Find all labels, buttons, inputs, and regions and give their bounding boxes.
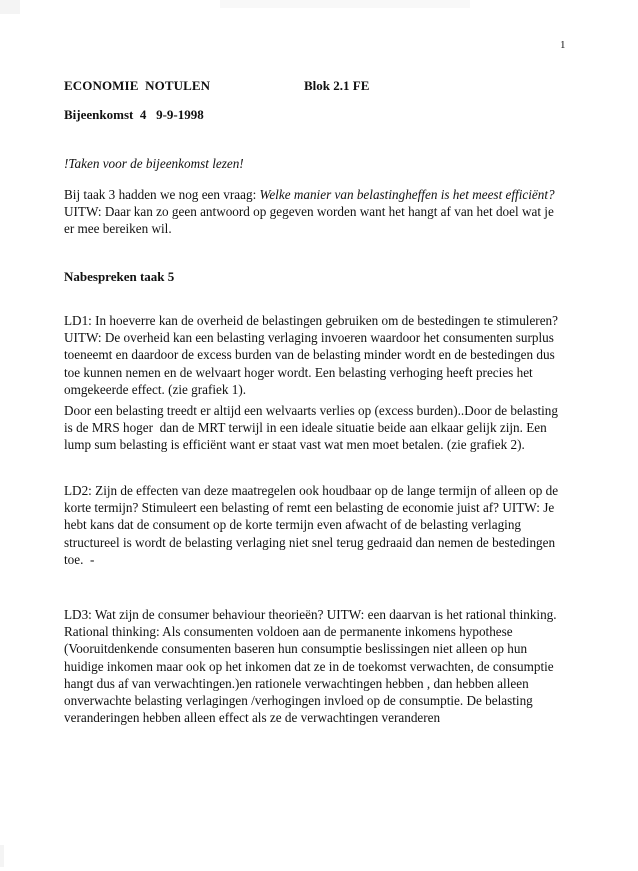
intro-question: Welke manier van belastingheffen is het meest efficiënt? [259, 187, 555, 202]
intro-line-2: UITW: Daar kan zo geen antwoord op gegeven worden want het hangt af van het doel wat je [64, 204, 554, 220]
ld1-paragraph [64, 312, 604, 398]
scan-artifact [0, 0, 20, 14]
intro-paragraph [64, 186, 604, 238]
scan-artifact [0, 845, 4, 867]
ld2-line: toe. - [64, 551, 95, 567]
intro-lead: Bij taak 3 hadden we nog een vraag: [64, 187, 260, 202]
ld3-line: Rational thinking: Als consumenten voldoen aan de permanente inkomens hypothese [64, 624, 513, 640]
page-number: 1 [560, 39, 566, 51]
ld1-line: toe kunnen nemen en de welvaart hoger wordt. Een belasting verhoging heeft precies het [64, 364, 533, 380]
ld2-line: LD2: Zijn de effecten van deze maatregelen ook houdbaar op de lange termijn of alleen op de [64, 483, 559, 498]
excess-burden-line: Door een belasting treedt er altijd een welvaarts verlies op (excess burden)..Door de belasting [64, 403, 558, 418]
section-heading: Nabespreken taak 5 [64, 269, 175, 284]
ld1-line: toeneemt en daardoor de excess burden van de belasting minder wordt en de bestedingen dus [64, 347, 555, 363]
excess-burden-paragraph [64, 402, 604, 454]
intro-line-1 [64, 186, 604, 203]
excess-burden-line: is de MRS hoger dan de MRT terwijl in een ideale situatie beide aan elkaar gelijk zijn. Een [64, 420, 547, 436]
scan-artifact [220, 0, 470, 8]
ld3-line: LD3: Wat zijn de consumer behaviour theorieën? UITW: een daarvan is het rational thinking. [64, 607, 557, 622]
ld3-line: onverwachte belasting verlagingen /verhogingen invloed op de consumptie. De belasting [64, 693, 533, 709]
ld2-line: korte termijn? Stimuleert een belasting of remt een belasting de economie juist af? UITW: Je [64, 500, 555, 516]
ld3-paragraph [64, 606, 604, 726]
ld1-line: LD1: In hoeverre kan de overheid de belastingen gebruiken om de bestedingen te stimuleren? [64, 313, 558, 328]
ld3-line: (Vooruitdenkende consumenten baseren hun consumptie beslissingen niet alleen op hun [64, 641, 528, 657]
reading-notice: !Taken voor de bijeenkomst lezen! [64, 156, 244, 171]
ld1-line: UITW: De overheid kan een belasting verlaging invoeren waardoor het consumenten surplus [64, 330, 554, 346]
document-title: ECONOMIE NOTULEN [64, 78, 211, 93]
ld2-paragraph [64, 482, 604, 568]
ld2-line: hebt kans dat de consument op de korte termijn even afwacht of de belasting verlaging [64, 517, 522, 533]
ld3-line: huidige inkomen maar ook op het inkomen dat ze in de toekomst verwachten, de consumptie [64, 658, 554, 674]
excess-burden-line: lump sum belasting is efficiënt want er staat vast wat men moet betalen. (zie grafiek 2). [64, 437, 525, 453]
ld3-line: hangt dus af van verwachtingen.)en rationele verwachtingen hebben , dan hebben alleen [64, 675, 529, 691]
ld3-line: veranderingen hebben alleen effect als ze de verwachtingen veranderen [64, 710, 441, 726]
ld2-line: structureel is wordt de belasting verlaging niet snel terug gedraaid dan nemen de bestedingen [64, 534, 556, 550]
intro-line-3: er mee bereiken wil. [64, 221, 172, 237]
block-label: Blok 2.1 FE [304, 78, 370, 93]
ld1-line: omgekeerde effect. (zie grafiek 1). [64, 381, 247, 397]
meeting-date-line: Bijeenkomst 4 9-9-1998 [64, 107, 204, 122]
